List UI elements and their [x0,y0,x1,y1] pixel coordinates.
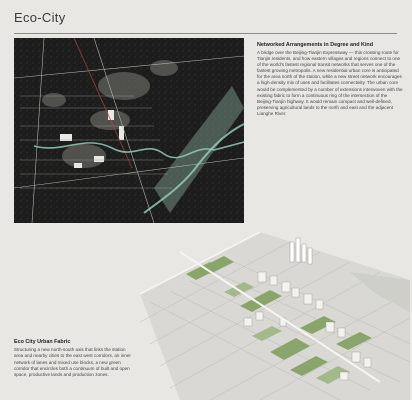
bottom-heading: Eco City Urban Fabric [14,339,71,345]
aerial-site-map [14,38,244,223]
bottom-text-block [14,339,132,378]
urban-fabric-rendering [140,232,410,400]
bottom-body: Structuring a new north-south axis that links the station area and nearby cities to the east west corridors, an inner network of lanes and mixed use blocks, a new green corridor that encircles both a continuum of built and open space, productive lands and production zones. [14,347,131,378]
title-divider [14,33,397,34]
page-title: Eco-City [14,10,66,25]
top-body: A bridge over the Beijing-Tianjin Expressway — this crossing route for Tianjin residents, and how eastern villages and regions connect to one of the world's fastest regional transit networks that serves one of the fastest growing metropolis. A new residential urban core is anticipated for the area north of the station, while a new street network encourages a high-density mix of uses and facilitates connectivity. The urban core would be complemented by a number of extensions interwoven with the existing fabric to form a continuous ring of the intersection of the Beijing-Tianjin highway. It would remain compact and well-defined, preserving agricultural lands to the north and east and the adjacent Lianghe River. [257,50,403,116]
top-text-block [257,42,403,117]
top-heading: Networked Arrangements in Degree and Kind [257,42,374,48]
